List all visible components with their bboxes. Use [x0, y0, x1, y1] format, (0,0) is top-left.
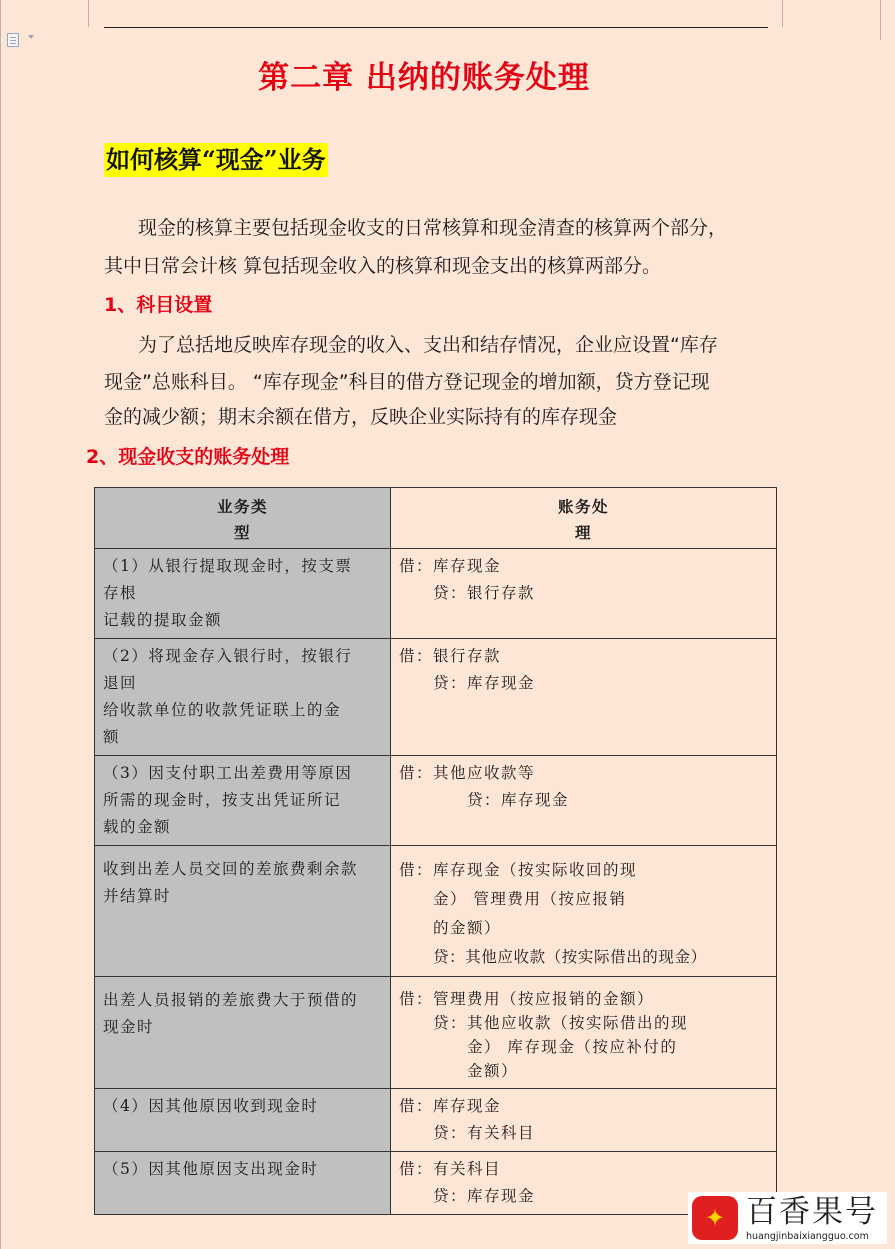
- subsection-1-line-2: 现金”总账科目。 “库存现金”科目的借方登记现金的增加额，贷方登记现: [104, 371, 710, 393]
- document-options-icon[interactable]: [7, 33, 19, 47]
- subsection-1-heading: 1、科目设置: [104, 294, 213, 316]
- accounting-entry-cell: 借：其他应收款等 贷：库存现金: [391, 756, 777, 846]
- chevron-down-icon[interactable]: [28, 35, 34, 39]
- accounting-entry-cell: 借：库存现金 贷：有关科目: [391, 1089, 777, 1152]
- table-header-row: [95, 488, 777, 549]
- intro-line-2: 其中日常会计核 算包括现金收入的核算和现金支出的核算两部分。: [104, 255, 662, 277]
- header-rule: [104, 27, 768, 28]
- accounting-entry-cell: 借：库存现金 贷：银行存款: [391, 549, 777, 639]
- accounting-entry-cell: 借：库存现金（按实际收回的现 金） 管理费用（按应报销 的金额） 贷：其他应收款（按实际借出的现金）: [391, 846, 777, 977]
- watermark-url: huangjinbaixiangguo.com: [746, 1231, 869, 1242]
- table-row: [95, 756, 777, 846]
- business-type-cell: （3）因支付职工出差费用等原因 所需的现金时，按支出凭证所记 载的金额: [95, 756, 391, 846]
- cash-accounting-table: [94, 487, 777, 1215]
- table-row: [95, 639, 777, 756]
- table-row: [95, 1152, 777, 1215]
- table-row: [95, 846, 777, 977]
- business-type-cell: （5）因其他原因支出现金时: [95, 1152, 391, 1215]
- header-cell-business-type: 业务类 型: [95, 488, 391, 549]
- subsection-2-heading: 2、现金收支的账务处理: [86, 446, 290, 468]
- left-edge-shadow: [0, 0, 1, 1249]
- business-type-cell: （2）将现金存入银行时，按银行 退回 给收款单位的收款凭证联上的金 额: [95, 639, 391, 756]
- table-row: [95, 1089, 777, 1152]
- right-edge-mark: [880, 0, 881, 40]
- corner-mark-left: [88, 0, 89, 27]
- watermark-name: 百香果号: [746, 1194, 878, 1230]
- table-row: [95, 549, 777, 639]
- subsection-1-line-1: 为了总括地反映库存现金的收入、支出和结存情况，企业应设置“库存: [138, 334, 718, 356]
- intro-line-1: 现金的核算主要包括现金收支的日常核算和现金清查的核算两个部分，: [138, 217, 728, 239]
- accounting-entry-cell: 借：银行存款 贷：库存现金: [391, 639, 777, 756]
- business-type-cell: 出差人员报销的差旅费大于预借的 现金时: [95, 977, 391, 1089]
- chapter-title: 第二章 出纳的账务处理: [258, 60, 590, 96]
- business-type-cell: （1）从银行提取现金时，按支票 存根 记载的提取金额: [95, 549, 391, 639]
- accounting-entry-cell: 借：有关科目 贷：库存现金: [391, 1152, 777, 1215]
- subsection-1-line-3: 金的减少额；期末余额在借方，反映企业实际持有的库存现金: [104, 406, 618, 428]
- corner-mark-right: [782, 0, 783, 27]
- accounting-entry-cell: 借：管理费用（按应报销的金额） 贷：其他应收款（按实际借出的现 金） 库存现金（按应补付的 金额）: [391, 977, 777, 1089]
- business-type-cell: （4）因其他原因收到现金时: [95, 1089, 391, 1152]
- star-icon: ✦: [704, 1204, 726, 1232]
- section-heading: 如何核算“现金”业务: [104, 143, 328, 177]
- business-type-cell: 收到出差人员交回的差旅费剩余款 并结算时: [95, 846, 391, 977]
- table-row: [95, 977, 777, 1089]
- brand-logo-icon: [692, 1196, 738, 1240]
- header-cell-accounting: 账务处 理: [391, 488, 777, 549]
